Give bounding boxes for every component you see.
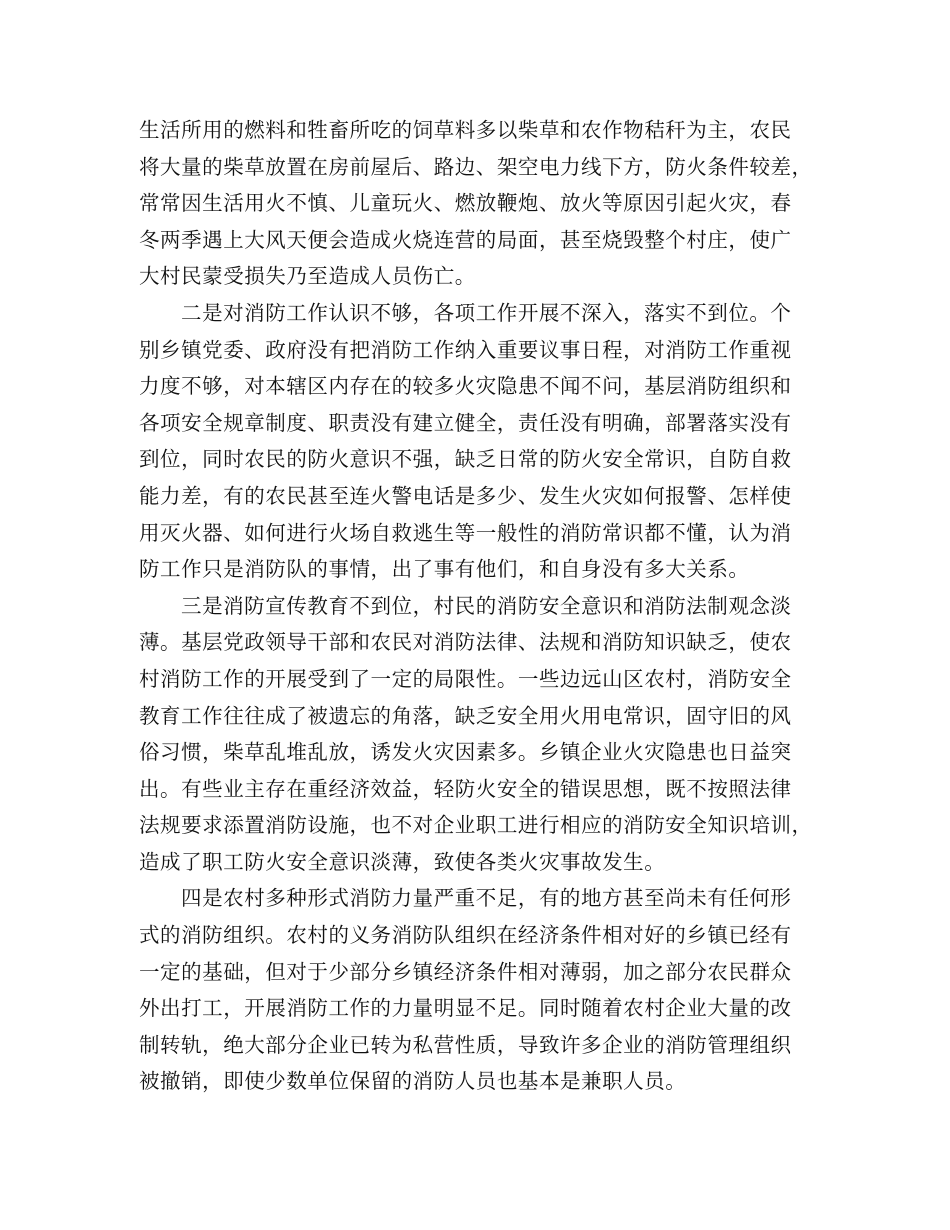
document-body xyxy=(139,112,820,1100)
text-line: 用灭火器、如何进行火场自救逃生等一般性的消防常识都不懂，认为消 xyxy=(139,520,792,545)
text-line: 式的消防组织。农村的义务消防队组织在经济条件相对好的乡镇已经有 xyxy=(139,923,792,948)
text-line: 三是消防宣传教育不到位，村民的消防安全意识和消防法制观念淡 xyxy=(181,593,792,618)
text-line: 一定的基础，但对于少部分乡镇经济条件相对薄弱，加之部分农民群众 xyxy=(139,959,792,984)
text-line: 法规要求添置消防设施，也不对企业职工进行相应的消防安全知识培训， xyxy=(139,813,813,838)
text-line: 二是对消防工作认识不够，各项工作开展不深入，落实不到位。个 xyxy=(181,300,792,325)
text-line: 村消防工作的开展受到了一定的局限性。一些边远山区农村，消防安全 xyxy=(139,666,792,691)
text-line: 被撤销，即使少数单位保留的消防人员也基本是兼职人员。 xyxy=(139,1069,687,1094)
text-line: 力度不够，对本辖区内存在的较多火灾隐患不闻不问，基层消防组织和 xyxy=(139,374,792,399)
paragraph-4 xyxy=(139,880,820,1100)
text-line: 别乡镇党委、政府没有把消防工作纳入重要议事日程，对消防工作重视 xyxy=(139,337,792,362)
text-line: 俗习惯，柴草乱堆乱放，诱发火灾因素多。乡镇企业火灾隐患也日益突 xyxy=(139,740,792,765)
text-line: 大村民蒙受损失乃至造成人员伤亡。 xyxy=(139,264,476,289)
text-line: 各项安全规章制度、职责没有建立健全，责任没有明确，部署落实没有 xyxy=(139,410,792,435)
paragraph-1 xyxy=(139,112,820,295)
text-line: 薄。基层党政领导干部和农民对消防法律、法规和消防知识缺乏，使农 xyxy=(139,630,792,655)
text-line: 将大量的柴草放置在房前屋后、路边、架空电力线下方，防火条件较差， xyxy=(139,154,813,179)
text-line: 教育工作往往成了被遗忘的角落，缺乏安全用火用电常识，固守旧的风 xyxy=(139,703,792,728)
text-line: 四是农村多种形式消防力量严重不足，有的地方甚至尚未有任何形 xyxy=(181,886,792,911)
text-line: 造成了职工防火安全意识淡薄，致使各类火灾事故发生。 xyxy=(139,849,666,874)
text-line: 冬两季遇上大风天便会造成火烧连营的局面，甚至烧毁整个村庄，使广 xyxy=(139,227,792,252)
text-line: 到位，同时农民的防火意识不强，缺乏日常的防火安全常识，自防自救 xyxy=(139,447,792,472)
paragraph-3 xyxy=(139,588,820,881)
text-line: 出。有些业主存在重经济效益，轻防火安全的错误思想，既不按照法律 xyxy=(139,776,792,801)
text-line: 能力差，有的农民甚至连火警电话是多少、发生火灾如何报警、怎样使 xyxy=(139,483,792,508)
text-line: 防工作只是消防队的事情，出了事有他们，和自身没有多大关系。 xyxy=(139,557,750,582)
paragraph-2 xyxy=(139,295,820,588)
text-line: 制转轨，绝大部分企业已转为私营性质，导致许多企业的消防管理组织 xyxy=(139,1032,792,1057)
text-line: 外出打工，开展消防工作的力量明显不足。同时随着农村企业大量的改 xyxy=(139,996,792,1021)
text-line: 常常因生活用火不慎、儿童玩火、燃放鞭炮、放火等原因引起火灾，春 xyxy=(139,191,792,216)
text-line: 生活所用的燃料和牲畜所吃的饲草料多以柴草和农作物秸秆为主，农民 xyxy=(139,118,792,142)
